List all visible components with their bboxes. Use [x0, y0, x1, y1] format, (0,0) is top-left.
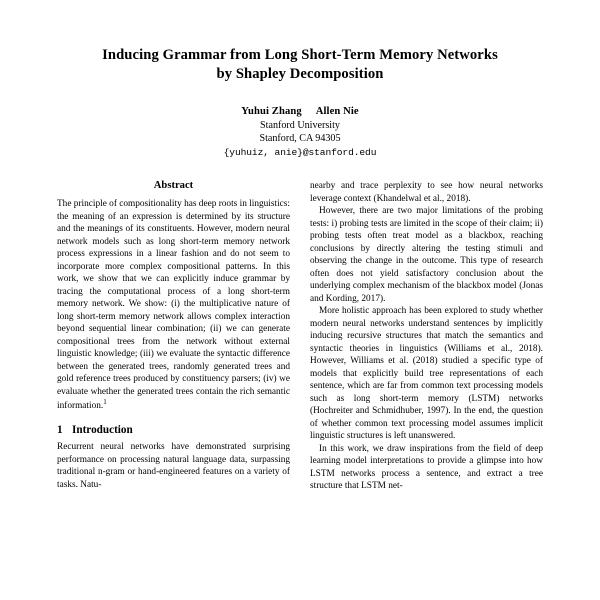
left-column	[57, 180, 290, 493]
title-line-1: Inducing Grammar from Long Short-Term Memory Networks	[102, 47, 498, 63]
author-email: {yuhuiz, anie}@stanford.edu	[223, 147, 377, 159]
section-heading-introduction	[57, 424, 290, 436]
abstract-body	[57, 198, 290, 413]
author-name-1: Yuhui Zhang	[241, 105, 302, 117]
abstract-heading: Abstract	[153, 180, 194, 192]
abstract-footnote-marker: 1	[103, 398, 107, 407]
abstract-text: The principle of compositionality has deep roots in linguistics: the meaning of an expression is determined by its structure and the meanings of its constituents. However, modern neural network models such as long short-term memory network process expressions in a linear fashion and do not seem to incorporate more complex compositional patterns. In this work, we show that we can explicitly induce grammar by tracing the computational process of a long short-term memory network. We show: (i) the multiplicative nature of long short-term memory network allows complex interaction beyond sequential linear combination; (ii) we can generate compositional trees from the network without external linguistic knowledge; (iii) we evaluate the syntactic difference between the generated trees, randomly generated trees and gold reference trees produced by constituency parsers; (iv) we evaluate whether the generated trees contain the rich semantic information.	[57, 199, 290, 412]
right-paragraph-1: nearby and trace perplexity to see how neural networks leverage context (Khandelwal et al., 2018).	[310, 181, 543, 204]
affiliation-line-2: Stanford, CA 94305	[259, 133, 341, 145]
right-paragraph-3: More holistic approach has been explored to study whether modern neural networks understand sentences by implicitly inducing recursive structures that match the semantics and syntactic theories in linguistics (Williams et al., 2018). However, Williams et al. (2018) studied a specific type of models that explicitly build tree representations of each sentence, which are far from common text processing models such as long short-term memory (LSTM) networks (Hochreiter and Schmidhuber, 1997). In the end, the question of whether common text processing model assumes implicit linguistic structures is left unanswered.	[310, 306, 543, 442]
author-name-2: Allen Nie	[315, 105, 359, 117]
right-column	[310, 180, 543, 493]
affiliation-line-1: Stanford University	[260, 119, 340, 131]
affiliation	[57, 119, 543, 146]
author-list	[57, 106, 543, 117]
section-title: Introduction	[72, 424, 133, 437]
section-number: 1	[57, 424, 63, 437]
right-paragraph-4: In this work, we draw inspirations from the field of deep learning model interpretations to provide a glimpse into how LSTM networks process a sentence, and extract a tree structure that LSTM net-	[310, 443, 543, 492]
right-paragraph-2: However, there are two major limitations of the probing tests: i) probing tests are limited in the scope of their claim; ii) probing tests often treat model as a blackbox, reaching conclusions by directly altering the testing stimuli and observing the change in the outcome. This type of research often does not yield satisfactory conclusion about the underlying complex mechanism of the blackbox model (Jonas and Kording, 2017).	[310, 206, 543, 304]
body-columns	[57, 180, 543, 493]
page-title	[57, 46, 543, 85]
intro-paragraph-1: Recurrent neural networks have demonstrated surprising performance on processing natural language data, surpassing traditional n-gram or hand-engineered features on a variety of tasks. Natu-	[57, 442, 290, 490]
title-line-2: by Shapley Decomposition	[216, 66, 384, 83]
